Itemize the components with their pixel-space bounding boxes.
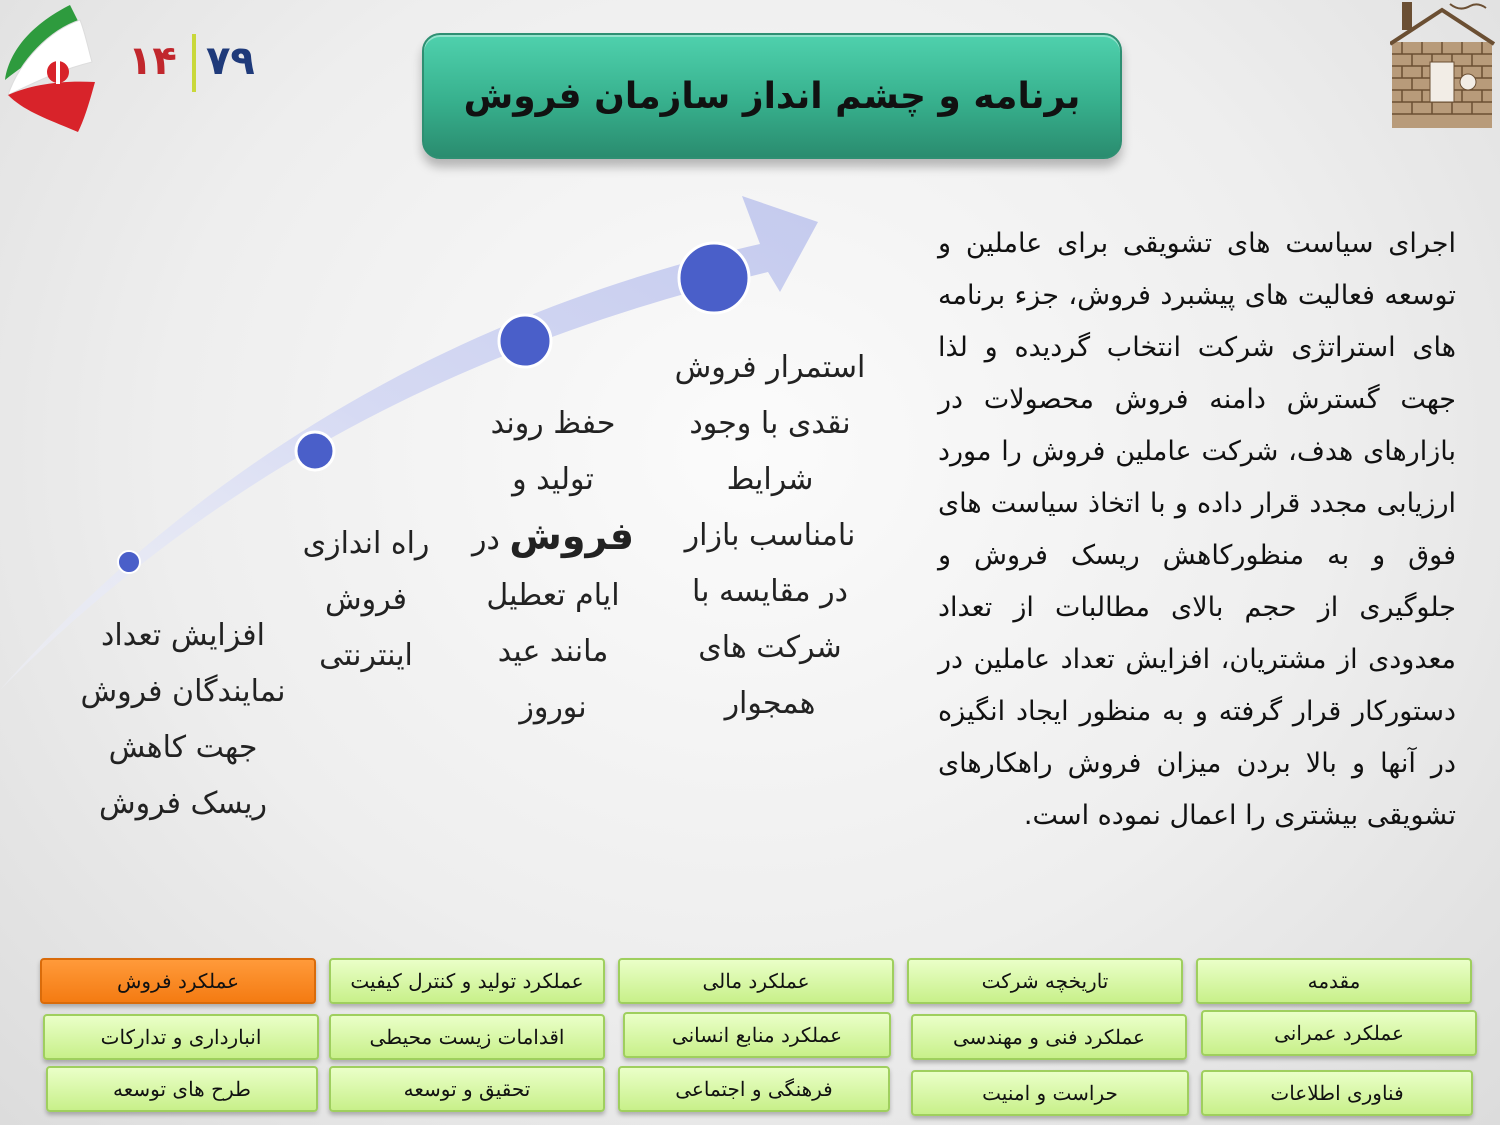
timeline-step-3 [470,396,636,736]
timeline-step-4 [670,340,870,732]
timeline-step-2 [290,516,442,684]
step4-line6: شرکت های [698,630,842,665]
nav-financial-performance[interactable]: عملکرد مالی [618,958,894,1004]
step3-line3 [470,508,636,568]
company-logo [1390,2,1495,130]
step1-line1: افزایش تعداد [101,618,265,653]
page-separator [192,34,196,92]
title-banner [422,33,1122,159]
nav-sales-performance[interactable]: عملکرد فروش [40,958,316,1004]
step1-line3: جهت کاهش [108,730,258,765]
nav-security[interactable]: حراست و امنیت [911,1070,1189,1116]
step3-line1: حفظ روند [490,406,616,441]
nav-development-plans[interactable]: طرح های توسعه [46,1066,318,1112]
nav-company-history[interactable]: تاریخچه شرکت [907,958,1183,1004]
nav-human-resources[interactable]: عملکرد منابع انسانی [623,1012,891,1058]
page-title: برنامه و چشم انداز سازمان فروش [463,75,1081,117]
nav-cultural-social[interactable]: فرهنگی و اجتماعی [618,1066,890,1112]
step3-emphasis: فروش [509,514,634,558]
step4-line3: شرایط [726,462,814,497]
step3-line5: مانند عید [497,634,609,669]
timeline-dot-4 [679,243,749,313]
step2-line3: اینترنتی [319,638,413,673]
description-paragraph: اجرای سیاست های تشویقی برای عاملین و توسعه فعالیت های پیشبرد فروش، جزء برنامه های استراتژی شرکت انتخاب گردیده و لذا جهت گسترش دامنه فروش محصولات در بازارهای هدف، شرکت عاملین فروش را مورد ارزیابی مجدد قرار داده و با اتخاذ سیاست های فوق و به منظورکاهش ریسک فروش و جلوگیری از حجم بالای مطالبات از تعداد معدودی از مشتریان، افزایش تعداد عاملین در دستورکار قرار گرفته و به منظور ایجاد انگیزه در آنها و بالا بردن میزان فروش راهکارهای تشویقی بیشتری را اعمال نموده است. [938,228,1456,831]
step1-line2: نمایندگان فروش [80,674,286,709]
nav-warehouse-procurement[interactable]: انبارداری و تدارکات [43,1014,319,1060]
total-pages: ۷۹ [206,38,255,84]
nav-intro[interactable]: مقدمه [1196,958,1472,1004]
step2-line1: راه اندازی [302,526,430,561]
page-number [118,34,268,94]
step3-line2: تولید و [512,462,594,497]
timeline-step-1 [70,608,296,832]
step3-line4: ایام تعطیل [486,578,620,613]
step4-line5: در مقایسه با [692,574,848,609]
timeline-dot-3 [499,315,551,367]
nav-environment[interactable]: اقدامات زیست محیطی [329,1014,605,1060]
step3-line6: نوروز [519,690,587,725]
step4-line4: نامناسب بازار [684,518,856,553]
step2-line2: فروش [324,582,407,617]
nav-research-development[interactable]: تحقیق و توسعه [329,1066,605,1112]
timeline-dot-1 [118,551,140,573]
iran-flag-emblem [0,0,100,140]
timeline-dot-2 [296,432,334,470]
step4-line7: همجوار [724,686,816,721]
step3-word: در [472,522,500,557]
nav-production-quality[interactable]: عملکرد تولید و کنترل کیفیت [329,958,605,1004]
step4-line2: نقدی با وجود [689,406,851,441]
step1-line4: ریسک فروش [99,786,267,821]
current-page: ۱۴ [128,38,177,84]
nav-construction[interactable]: عملکرد عمرانی [1201,1010,1477,1056]
step4-line1: استمرار فروش [674,350,866,385]
nav-information-technology[interactable]: فناوری اطلاعات [1201,1070,1473,1116]
nav-engineering[interactable]: عملکرد فنی و مهندسی [911,1014,1187,1060]
